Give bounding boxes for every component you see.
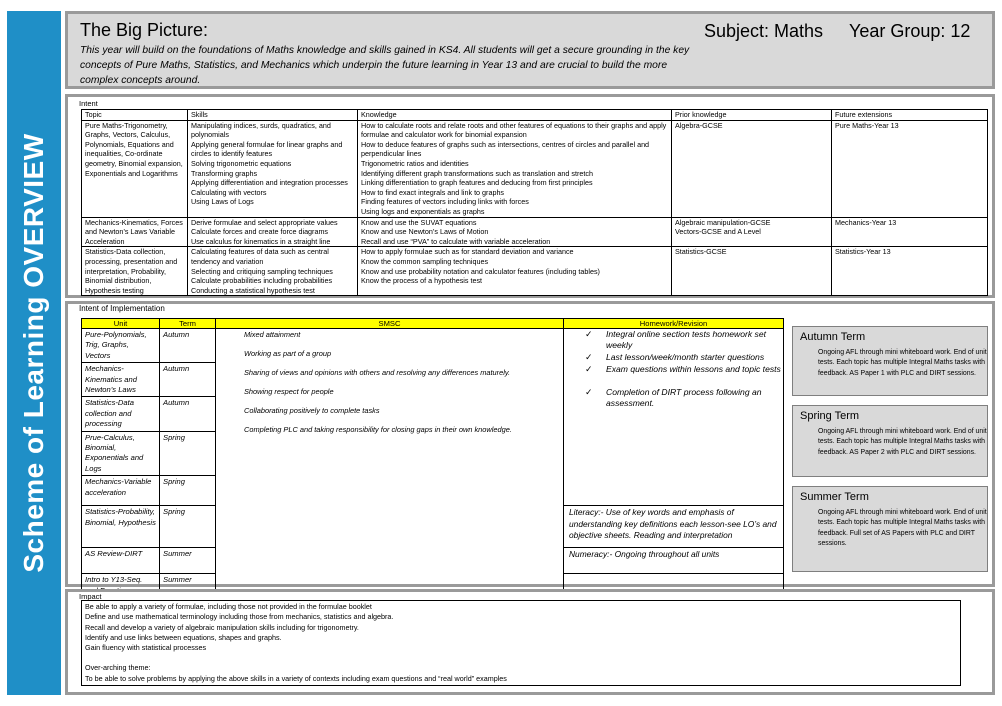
topic-cell: Mechanics-Kinematics, Forces and Newton’s Laws Variable Acceleration — [82, 217, 188, 247]
prior-item: Vectors-GCSE and A Level — [675, 227, 761, 237]
skill-item: Using Laws of Logs — [191, 197, 254, 207]
term-title: Autumn Term — [800, 331, 866, 343]
skill-item: Manipulating indices, surds, quadratics, and polynomials — [191, 120, 331, 140]
intent-panel — [65, 94, 995, 298]
impl-col-smsc: SMSC — [216, 319, 564, 329]
intent-label: Intent — [79, 99, 98, 108]
skill-item: Solving trigonometric equations — [191, 158, 292, 168]
knowledge-cell — [358, 120, 672, 217]
intent-col-future: Future extensions — [832, 110, 988, 121]
impact-box — [81, 600, 961, 686]
autumn-term-box — [792, 326, 988, 396]
summer-term-box — [792, 486, 988, 572]
skill-item: Calculating with vectors — [191, 187, 267, 197]
impl-col-homework: Homework/Revision — [564, 319, 784, 329]
skill-item: Conducting a statistical hypothesis test — [191, 285, 315, 295]
intent-header-row — [82, 110, 988, 121]
unit-cell: Statistics-Data collection and processing — [82, 397, 160, 431]
table-row — [82, 247, 988, 296]
knowledge-item: Know and use Newton’s Laws of Motion — [361, 227, 489, 237]
knowledge-item: How to deduce features of graphs such as intersections, centres of circles and parallel and perpendicular lines — [361, 139, 650, 159]
prior-item: Statistics-GCSE — [675, 247, 727, 257]
impact-line: Identify and use links between equations, shapes and graphs. — [85, 632, 282, 642]
impact-line: Gain fluency with statistical processes — [85, 643, 207, 653]
term-body: Ongoing AFL through mini whiteboard work. End of unit tests. Each topic has multiple Integral Maths tasks with feedback. AS Paper 1 with PLC and DIRT sessions. — [818, 349, 987, 377]
table-row — [82, 120, 988, 217]
page-title: The Big Picture: — [80, 20, 209, 40]
impact-line: Define and use mathematical terminology including those from mechanics, statistics and algebra. — [85, 612, 394, 622]
term-title: Spring Term — [800, 410, 860, 422]
big-picture-description: This year will build on the foundations of Maths knowledge and skills gained in KS4. All students will get a secure grounding in the key concepts of Pure Maths, Statistics, and Mechanics which underpin the future learning in Year 13 and are crucial to build the more complex concepts around. — [80, 45, 690, 86]
impact-panel — [65, 589, 995, 695]
prior-item: Algebra-GCSE — [675, 120, 723, 130]
impact-line: Recall and develop a variety of algebraic manipulation skills including for trigonometry. — [85, 622, 359, 632]
skill-item: Calculate probabilities including probabilities — [191, 276, 333, 286]
skills-cell — [188, 120, 358, 217]
table-row — [82, 217, 988, 247]
term-cell: Spring — [160, 476, 216, 506]
implementation-panel — [65, 301, 995, 587]
knowledge-item: Know the process of a hypothesis test — [361, 276, 483, 286]
knowledge-item: How to apply formulae such as for standard deviation and variance — [361, 247, 574, 257]
unit-cell: Intro to Y13-Seq. — [82, 574, 160, 598]
smsc-item: Mixed attainment — [244, 330, 301, 339]
year-group-label: Year Group: 12 — [849, 21, 971, 41]
knowledge-cell — [358, 247, 672, 296]
prior-cell — [672, 247, 832, 296]
smsc-item: Sharing of views and opinions with others and resolving any differences maturely. — [244, 368, 511, 377]
knowledge-item: Identifying different graph transformations such as translation and stretch — [361, 168, 593, 178]
skill-item: Derive formulae and select appropriate values — [191, 217, 338, 227]
homework-text: Exam questions within lessons and topic tests — [606, 364, 781, 374]
spring-term-box — [792, 405, 988, 477]
skill-item: Applying differentiation and integration processes — [191, 178, 348, 188]
implementation-label: Intent of Implementation — [79, 304, 165, 313]
term-cell: Autumn — [160, 329, 216, 363]
intent-col-skills: Skills — [188, 110, 358, 121]
knowledge-cell — [358, 217, 672, 247]
knowledge-item: Using logs and exponentials as graphs — [361, 206, 485, 216]
sidebar-banner — [7, 11, 61, 695]
knowledge-item: Know and use the SUVAT equations — [361, 217, 477, 227]
skills-cell — [188, 217, 358, 247]
knowledge-item: Know the common sampling techniques — [361, 256, 489, 266]
future-cell: Statistics-Year 13 — [832, 247, 988, 296]
term-cell: Summer — [160, 548, 216, 574]
intent-col-topic: Topic — [82, 110, 188, 121]
term-title: Summer Term — [800, 491, 869, 503]
skill-item: Use calculus for kinematics in a straight line — [191, 236, 331, 246]
smsc-item: Showing respect for people — [244, 387, 334, 396]
term-cell: Spring — [160, 431, 216, 476]
homework-text: Integral online section tests homework set weekly — [606, 329, 767, 350]
term-body: Ongoing AFL through mini whiteboard work. End of unit tests. Each topic has multiple Integral Maths tasks with feedback. AS Paper 2 with PLC and DIRT sessions. — [818, 428, 987, 456]
skill-item: Selecting and critiquing sampling techniques — [191, 266, 333, 276]
unit-cell: Statistics-Probability, Binomial, Hypothesis — [82, 506, 160, 548]
sidebar-title: Scheme of Learning OVERVIEW — [18, 133, 49, 573]
intent-col-prior: Prior knowledge — [672, 110, 832, 121]
check-icon: ✓ — [585, 329, 593, 339]
unit-cell: Mechanics-Kinematics and Newton’s Laws — [82, 363, 160, 397]
check-icon: ✓ — [585, 352, 593, 362]
numeracy-cell: Numeracy:- Ongoing throughout all units — [564, 548, 784, 574]
knowledge-item: Trigonometric ratios and identities — [361, 158, 469, 168]
homework-text: Last lesson/week/month starter questions — [606, 352, 765, 362]
smsc-item: Collaborating positively to complete tasks — [244, 406, 380, 415]
literacy-cell: Literacy:- Use of key words and emphasis of understanding key definitions each lesson-see LO’s and objective sheets. Reading and interpretation — [564, 506, 784, 548]
smsc-item: Completing PLC and taking responsibility for closing gaps in their own knowledge. — [244, 425, 512, 434]
knowledge-item: Know and use probability notation and calculator features (including tables) — [361, 266, 600, 276]
topic-cell: Statistics-Data collection, processing, presentation and interpretation, Probability, Binomial distribution, Hypothesis testing — [82, 247, 188, 296]
prior-cell — [672, 217, 832, 247]
term-cell: Autumn — [160, 397, 216, 431]
impl-col-unit: Unit — [82, 319, 160, 329]
term-cell: Autumn — [160, 363, 216, 397]
homework-text: Completion of DIRT process following an assessment. — [606, 387, 762, 408]
knowledge-item: Linking differentiation to graph features and deducing from first principles — [361, 178, 593, 188]
big-picture-header — [65, 11, 995, 89]
knowledge-item: Recall and use “PVA” to calculate with variable acceleration — [361, 236, 551, 246]
knowledge-item: Finding features of vectors including links with forces — [361, 197, 529, 207]
term-cell: Summer — [160, 574, 216, 598]
impact-theme: To be able to solve problems by applying the above skills in a variety of contexts including exam questions and “real world” examples — [85, 673, 507, 683]
impact-line: Be able to apply a variety of formulae, including those not provided in the formulae booklet — [85, 602, 372, 611]
unit-cell: Prue-Calculus, Binomial, Exponentials and Logs — [82, 431, 160, 476]
skill-item: Calculating features of data such as central tendency and variation — [191, 247, 329, 266]
prior-cell — [672, 120, 832, 217]
check-icon: ✓ — [585, 364, 593, 374]
impact-theme-label: Over-arching theme: — [85, 663, 151, 673]
skill-item: Applying general formulae for linear graphs and circles to identify features — [191, 139, 343, 159]
skill-item: Transforming graphs — [191, 168, 258, 178]
term-body: Ongoing AFL through mini whiteboard work. End of unit tests. Each topic has multiple Integral Maths tasks with feedback. Full set of AS Papers with PLC and DIRT sessions. — [818, 509, 987, 548]
impact-label: Impact — [79, 592, 102, 601]
intent-table — [81, 109, 988, 296]
prior-item: Algebraic manipulation-GCSE — [675, 217, 771, 227]
table-row — [82, 329, 784, 363]
unit-cell: Pure-Polynomials, Trig, Graphs, Vectors — [82, 329, 160, 363]
subject-label: Subject: Maths — [704, 21, 824, 41]
skill-item: Calculate forces and create force diagrams — [191, 227, 329, 237]
impact-spacer — [85, 653, 957, 663]
smsc-cell — [216, 329, 564, 598]
impl-col-term: Term — [160, 319, 216, 329]
unit-cell: AS Review-DIRT — [82, 548, 160, 574]
knowledge-item: How to calculate roots and relate roots and other features of equations to their graphs and apply formulae and calculator work for binomial expansion — [361, 120, 667, 140]
check-icon: ✓ — [585, 387, 593, 397]
knowledge-item: How to find exact integrals and link to graphs — [361, 187, 505, 197]
skills-cell — [188, 247, 358, 296]
future-cell: Pure Maths-Year 13 — [832, 120, 988, 217]
future-cell: Mechanics-Year 13 — [832, 217, 988, 247]
implementation-table — [81, 318, 784, 598]
smsc-item: Working as part of a group — [244, 349, 332, 358]
unit-cell: Mechanics-Variable acceleration — [82, 476, 160, 506]
term-cell: Spring — [160, 506, 216, 548]
implementation-header-row — [82, 319, 784, 329]
topic-cell: Pure Maths-Trigonometry, Graphs, Vectors, Calculus, Polynomials, Equations and inequalities, Co-ordinate geometry, Binomial expansion, Exponentials and Logarithms — [82, 120, 188, 217]
intent-col-knowledge: Knowledge — [358, 110, 672, 121]
homework-cell — [564, 329, 784, 506]
